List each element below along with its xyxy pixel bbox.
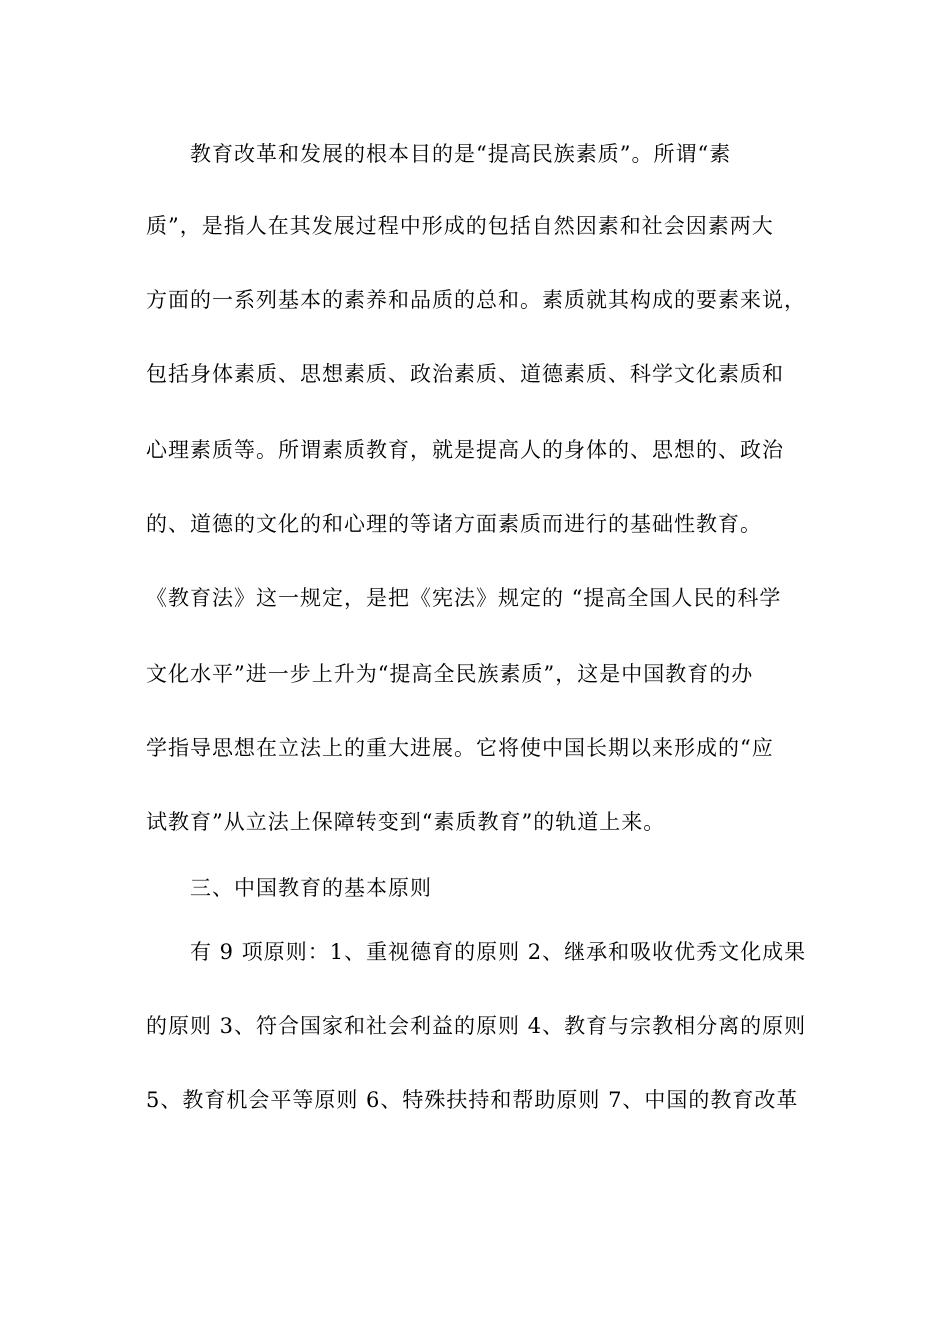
paragraph-line: 质”，是指人在其发展过程中形成的包括自然因素和社会因素两大 (146, 214, 774, 238)
paragraph-line: 的原则 3、符合国家和社会利益的原则 4、教育与宗教相分离的原则 (146, 1014, 807, 1038)
paragraph-line: 《教育法》这一规定，是把《宪法》规定的 “提高全国人民的科学 (146, 586, 782, 610)
paragraph-line: 试教育”从立法上保障转变到“素质教育”的轨道上来。 (146, 810, 666, 834)
paragraph-line: 心理素质等。所谓素质教育，就是提高人的身体的、思想的、政治 (146, 438, 784, 462)
section-heading: 三、中国教育的基本原则 (190, 876, 432, 900)
paragraph-line: 的、道德的文化的和心理的等诸方面素质而进行的基础性教育。 (146, 512, 762, 536)
paragraph-line: 包括身体素质、思想素质、政治素质、道德素质、科学文化素质和 (146, 362, 784, 386)
paragraph-line: 方面的一系列基本的素养和品质的总和。素质就其构成的要素来说， (146, 288, 806, 312)
paragraph-line: 文化水平”进一步上升为“提高全民族素质”，这是中国教育的办 (146, 662, 754, 686)
paragraph-line: 学指导思想在立法上的重大进展。它将使中国长期以来形成的“应 (146, 736, 774, 760)
paragraph-line: 5、教育机会平等原则 6、特殊扶持和帮助原则 7、中国的教育改革 (146, 1088, 799, 1112)
paragraph-line: 教育改革和发展的根本目的是“提高民族素质”。所谓“素 (190, 142, 732, 166)
paragraph-line: 有 9 项原则：1、重视德育的原则 2、继承和吸收优秀文化成果 (190, 940, 807, 964)
